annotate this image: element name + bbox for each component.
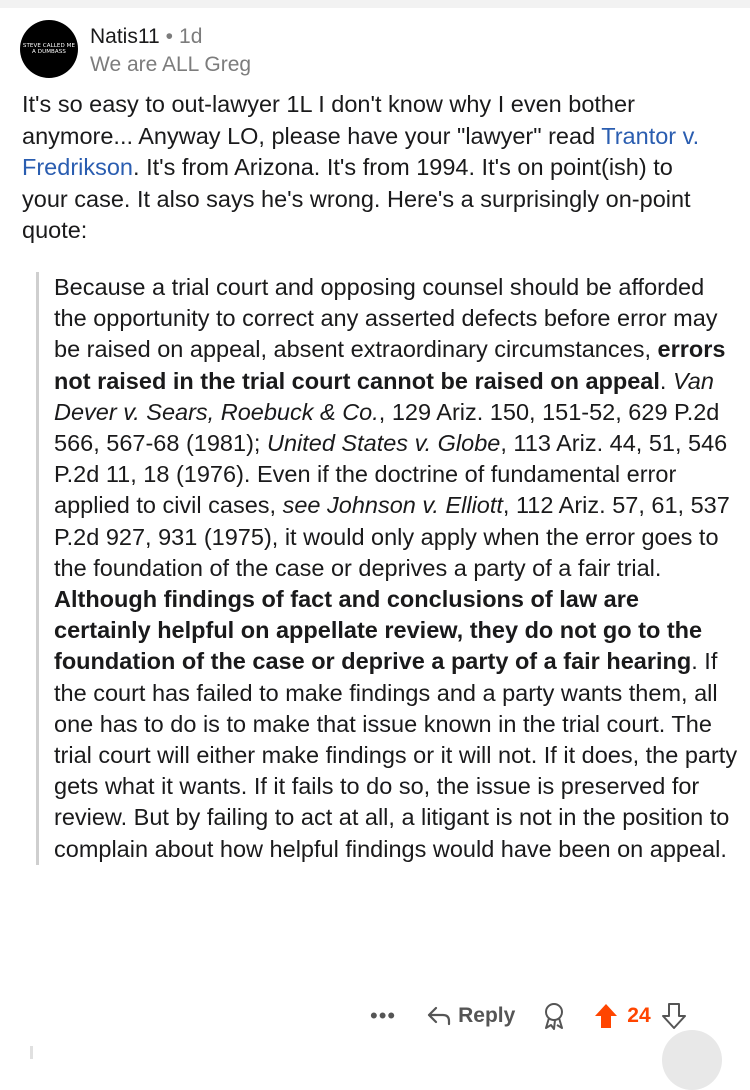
quote-italic-3: see Johnson v. Elliott <box>282 492 503 519</box>
quote-text-4: , 113 Ariz. 44, 51, 546 P.2d 11, 18 (1976). Even if the doctrine of fundamental error applied to civil cases, <box>54 430 728 519</box>
body-text-2: . It's from Arizona. It's from 1994. It's on point(ish) to your case. It also says he's wrong. Here's a surprisingly on-point quote: <box>22 154 691 243</box>
comment-actions <box>370 998 730 1034</box>
case-link[interactable]: Trantor v. Fredrikson <box>22 122 700 180</box>
quote-bold-2: Although findings of fact and conclusions of law are certainly helpful on appellate review, they do not go to the foundation of the case or deprive a party of a fair hearing <box>54 586 703 675</box>
more-options-button[interactable]: ••• <box>370 1003 397 1028</box>
comment-age: 1d <box>179 25 203 48</box>
quote-text-6: . If the court has failed to make findings and a party wants them, all one has to do is to make that issue known in the trial court. The trial court will either make findings or it will not. If it does, the party gets what it wants. If it fails to do so, the issue is preserved for review. But by failing to act at all, a litigant is not in the position to complain about how helpful findings would have been on appeal. <box>54 648 738 862</box>
quote-text-5: , 112 Ariz. 57, 61, 537 P.2d 927, 931 (1975), it would only apply when the error goes to the foundation of the case or deprives a party of a fair trial. <box>54 492 730 581</box>
upvote-icon[interactable] <box>593 1002 619 1030</box>
quote-italic-2: United States v. Globe <box>266 430 501 457</box>
blockquote <box>36 272 738 865</box>
award-button[interactable] <box>541 1002 567 1030</box>
body-text-1: It's so easy to out-lawyer 1L I don't know why I even bother anymore... Anyway LO, please have your "lawyer" read <box>22 91 635 149</box>
comment-body <box>22 89 722 247</box>
vote-score: 24 <box>627 1004 651 1027</box>
reply-button[interactable] <box>426 1004 515 1028</box>
award-icon <box>541 1002 567 1030</box>
avatar-text-line2: A DUMBASS <box>32 49 66 55</box>
floating-button[interactable] <box>662 1030 722 1090</box>
quote-text-3: , 129 Ariz. 150, 151-52, 629 P.2d 566, 567-68 (1981); <box>54 398 720 457</box>
quote-text-1: Because a trial court and opposing counsel should be afforded the opportunity to correct any asserted defects before error may be raised on appeal, absent extraordinary circumstances, <box>54 274 718 363</box>
user-flair: We are ALL Greg <box>90 53 252 76</box>
reply-label: Reply <box>458 1004 516 1027</box>
avatar-text-line1: STEVE CALLED ME <box>22 43 76 49</box>
vote-controls <box>593 1002 686 1030</box>
separator: • <box>165 25 174 48</box>
quote-text-2: . <box>659 367 673 394</box>
reply-icon <box>426 1005 452 1027</box>
quote-bold-1: errors not raised in the trial court cannot be raised on appeal <box>54 336 726 394</box>
downvote-icon[interactable] <box>661 1002 687 1030</box>
quote-italic-1: Van Dever v. Sears, Roebuck & Co. <box>54 367 714 425</box>
username[interactable]: Natis11 <box>90 25 160 48</box>
comment-meta <box>90 24 251 78</box>
comment-header <box>20 20 251 78</box>
avatar[interactable] <box>20 20 78 78</box>
thread-line <box>30 1046 33 1059</box>
top-divider <box>0 0 750 8</box>
